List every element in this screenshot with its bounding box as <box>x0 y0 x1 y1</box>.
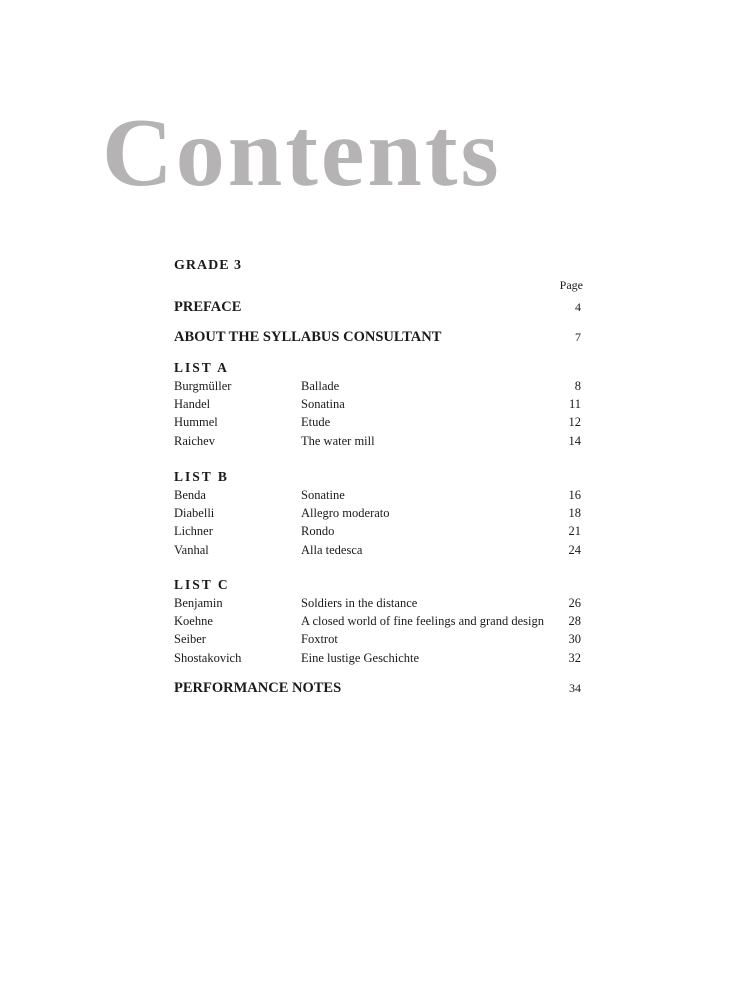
piece-title: Sonatina <box>301 397 345 412</box>
page-number: 12 <box>568 415 581 430</box>
list-heading: LIST A <box>174 360 229 375</box>
composer-name: Shostakovich <box>174 650 242 665</box>
composer-name: Handel <box>174 397 211 412</box>
composer-name: Seiber <box>174 632 206 647</box>
grade-heading: GRADE 3 <box>174 258 243 273</box>
page-number: 18 <box>568 506 581 521</box>
toc-row[interactable] <box>174 541 581 559</box>
toc-row[interactable] <box>174 649 581 667</box>
toc-row[interactable] <box>174 377 581 395</box>
toc-row[interactable] <box>174 522 581 540</box>
composer-name: Raichev <box>174 433 215 448</box>
piece-title: Allegro moderato <box>301 506 390 521</box>
piece-title: Soldiers in the distance <box>301 596 418 610</box>
page-number: 14 <box>568 433 581 448</box>
page-number: 16 <box>568 488 581 502</box>
page-number: 30 <box>568 632 581 647</box>
piece-title: Etude <box>301 415 331 430</box>
piece-title: Sonatine <box>301 488 345 502</box>
toc-entry-page: 34 <box>569 681 581 695</box>
toc-entry-label: PREFACE <box>174 299 242 315</box>
composer-name: Diabelli <box>174 506 215 521</box>
toc-entry-performance-notes[interactable] <box>174 680 581 697</box>
toc-entry-preface[interactable] <box>174 299 581 316</box>
toc-row[interactable] <box>174 504 581 522</box>
page-title: Contents <box>102 99 502 207</box>
piece-title: Foxtrot <box>301 632 338 647</box>
list-a-section <box>174 359 581 450</box>
page-number: 24 <box>568 542 581 557</box>
composer-name: Lichner <box>174 524 213 539</box>
list-heading: LIST C <box>174 577 230 592</box>
list-b-section <box>174 468 581 559</box>
composer-name: Koehne <box>174 614 213 629</box>
composer-name: Hummel <box>174 415 218 430</box>
page-number: 8 <box>574 379 581 393</box>
piece-title: The water mill <box>301 433 375 448</box>
list-heading: LIST B <box>174 469 229 484</box>
piece-title: Alla tedesca <box>301 542 363 557</box>
composer-name: Benjamin <box>174 596 223 610</box>
toc-entry-page: 7 <box>575 330 581 344</box>
piece-title: A closed world of fine feelings and grand design <box>301 614 544 629</box>
toc-row[interactable] <box>174 432 581 450</box>
toc-row[interactable] <box>174 395 581 413</box>
composer-name: Burgmüller <box>174 379 232 393</box>
piece-title: Rondo <box>301 524 335 539</box>
toc-entry-consultant[interactable] <box>174 329 581 346</box>
toc-row[interactable] <box>174 486 581 504</box>
toc-entry-label: ABOUT THE SYLLABUS CONSULTANT <box>174 329 442 345</box>
page-number: 32 <box>568 650 581 665</box>
toc-entry-page: 4 <box>575 300 581 314</box>
toc-row[interactable] <box>174 630 581 648</box>
composer-name: Benda <box>174 488 206 502</box>
toc-row[interactable] <box>174 612 581 630</box>
page-number: 28 <box>568 614 581 629</box>
page-number: 26 <box>568 596 581 610</box>
piece-title: Ballade <box>301 379 340 393</box>
page-column-label: Page <box>559 278 583 292</box>
toc-row[interactable] <box>174 413 581 431</box>
list-c-section <box>174 576 581 667</box>
toc-entry-label: PERFORMANCE NOTES <box>174 680 342 696</box>
composer-name: Vanhal <box>174 542 209 557</box>
page-number: 21 <box>568 524 581 539</box>
page-number: 11 <box>568 397 581 412</box>
toc-row[interactable] <box>174 594 581 612</box>
piece-title: Eine lustige Geschichte <box>301 650 420 665</box>
